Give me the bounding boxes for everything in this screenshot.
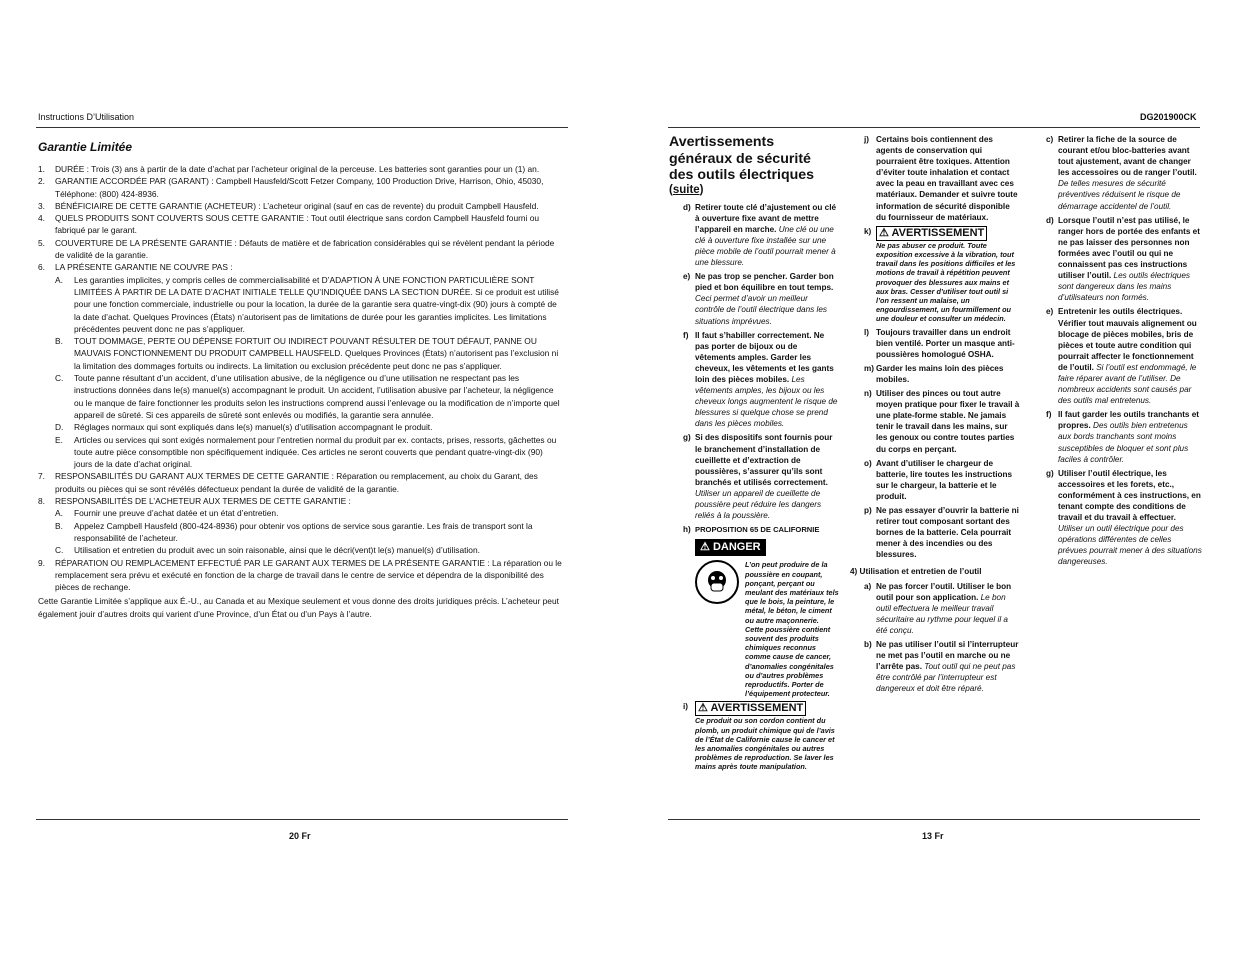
item-instruction: Certains bois contiennent des agents de conservation qui pourraient être toxiques. Attention d’éviter toute inhalation et contact avec la peau en travaillant avec ces matériaux. Demander et suivre toute information de sécurité disponible du fournisseur de matériaux. bbox=[876, 135, 1018, 222]
right-header-rule bbox=[668, 127, 1200, 128]
item-text: RESPONSABILITÉS DU GARANT AUX TERMES DE CETTE GARANTIE : Réparation ou remplacement, au choix du Garant, des produits ou pièces qui se sont révélés défectueux pendant la durée de validité de la garantie. bbox=[55, 471, 538, 494]
item-letter: g) bbox=[1046, 468, 1054, 478]
subitem-letter: B. bbox=[55, 336, 63, 347]
item-letter: f) bbox=[1046, 410, 1052, 420]
item-explanation: Utiliser un appareil de cueillette de poussière peut réduire les dangers reliés à la poussière. bbox=[695, 488, 822, 521]
item-letter: p) bbox=[864, 505, 872, 515]
subitem-letter: C. bbox=[55, 373, 64, 384]
warranty-subitem bbox=[55, 520, 562, 545]
safety-item-f bbox=[683, 330, 839, 430]
safety-item-m bbox=[864, 363, 1020, 385]
item-number: 5. bbox=[38, 237, 45, 248]
section-heading-tool-use: 4) Utilisation et entretien de l’outil bbox=[850, 567, 982, 577]
item-letter: c) bbox=[1046, 135, 1054, 144]
item-text: DURÉE : Trois (3) ans à partir de la date d’achat par l’acheteur original de la perceuse. Les batteries sont garanties pour un (1) an. bbox=[55, 164, 540, 174]
item-explanation: De telles mesures de sécurité préventives réduisent le risque de démarrage accidentel de l’outil. bbox=[1058, 179, 1181, 211]
right-page-number: 13 Fr bbox=[922, 831, 944, 841]
safety-item-f2 bbox=[1046, 409, 1202, 464]
warranty-item bbox=[38, 175, 562, 200]
section-title: Avertissements généraux de sécurité des outils électriques bbox=[669, 134, 815, 183]
right-column-3 bbox=[1032, 134, 1202, 571]
warranty-closing-text: Cette Garantie Limitée s’applique aux É.-U., au Canada et au Mexique seulement et vous donne des droits juridiques précis. L’acheteur peut également jouir d’autres droits qui varient d’une Province, d’un État ou d’un Pays à l’autre. bbox=[38, 596, 559, 619]
item-letter: m) bbox=[864, 363, 875, 373]
warranty-subitem bbox=[55, 507, 562, 519]
item-text: QUELS PRODUITS SONT COUVERTS SOUS CETTE GARANTIE : Tout outil électrique sans cordon Campbell Hausfeld fourni ou fabriqué par le garant. bbox=[55, 213, 540, 236]
item-letter: d) bbox=[683, 202, 691, 212]
item-instruction: Ne pas forcer l’outil. Utiliser le bon outil pour son application. bbox=[876, 581, 1012, 602]
subitem-text: Fournir une preuve d’achat datée et un état d’entretien. bbox=[74, 508, 279, 519]
safety-item-h bbox=[683, 524, 839, 698]
safety-item-c bbox=[1046, 134, 1202, 212]
item-text: GARANTIE ACCORDÉE PAR (GARANT) : Campbell Hausfeld/Scott Fetzer Company, 100 Production Drive, Harrison, Ohio, 45030, Téléphone: (800) 424-8936. bbox=[55, 176, 544, 199]
subitem-letter: A. bbox=[55, 274, 63, 285]
item-instruction: Entretenir les outils électriques. Vérifier tout mauvais alignement ou blocage de pièces mobiles, bris de pièces et toute autre condition qui pourrait affecter le fonctionnement de l’outil. bbox=[1058, 307, 1197, 372]
left-running-header: Instructions D’Utilisation bbox=[38, 112, 135, 122]
safety-item-l bbox=[864, 327, 1020, 360]
warranty-subitem bbox=[55, 335, 562, 372]
safety-item-o bbox=[864, 458, 1020, 502]
lead-warning-text: Ce produit ou son cordon contient du plomb, un produit chimique qui de l’avis de l’État de Californie cause le cancer et les anomalies congénitales ou autres problèmes de reproduction. Se laver les mains après toute manipulation. bbox=[695, 716, 835, 772]
item-instruction: Avant d’utiliser le chargeur de batterie, lire toutes les instructions sur le chargeur, la batterie et le produit. bbox=[876, 458, 1013, 501]
safety-item-b bbox=[864, 639, 1020, 694]
item-explanation: Les vêtements amples, les bijoux ou les cheveux longs augmentent le risque de blessures si quelque chose se prend dans les pièces mobiles. bbox=[695, 375, 838, 429]
warning-badge bbox=[876, 226, 987, 241]
subitem-letter: D. bbox=[55, 422, 64, 433]
warranty-subitem bbox=[55, 421, 562, 433]
item-letter: f) bbox=[683, 330, 689, 340]
warranty-item bbox=[38, 495, 562, 556]
item-instruction: Ne pas essayer d’ouvrir la batterie ni retirer tout composant sortant des bornes de la batterie. Cela pourrait mener à des incendies ou des blessures. bbox=[876, 505, 1019, 560]
item-number: 2. bbox=[38, 176, 45, 187]
safety-item-p bbox=[864, 505, 1020, 560]
warning-triangle-icon: ⚠ bbox=[698, 702, 708, 715]
badge-label: DANGER bbox=[712, 541, 761, 554]
item-instruction: Garder les mains loin des pièces mobiles. bbox=[876, 363, 1004, 384]
safety-item-d bbox=[683, 202, 839, 269]
safety-item-k bbox=[864, 226, 1020, 324]
warranty-item bbox=[38, 557, 562, 594]
item-explanation: Une clé ou une clé à ouverture fixe installée sur une pièce mobile de l’outil pourrait mener à une blessure. bbox=[695, 224, 836, 268]
safety-item-a bbox=[864, 581, 1020, 636]
item-text: BÉNÉFICIAIRE DE CETTE GARANTIE (ACHETEUR) : L’acheteur original (sauf en cas de revente) du produit Campbell Hausfeld. bbox=[55, 200, 539, 211]
subitem-letter: B. bbox=[55, 520, 63, 531]
safety-item-i bbox=[683, 701, 839, 771]
subitem-text: Articles ou services qui sont exigés normalement pour l’entretien normal du produit par ex. contacts, prises, ressorts, gâchettes ou toute autre pièce consomptible non spécifiquement indiquée. Ces articles ne seront couverts que pendant quatre-vingt-dix (90) jours de la date d’achat original. bbox=[74, 434, 557, 470]
item-instruction: Retirer toute clé d’ajustement ou clé à ouverture fixe avant de mettre l’appareil en marche. bbox=[695, 202, 837, 234]
left-header-rule bbox=[36, 127, 568, 128]
warranty-subitem bbox=[55, 274, 562, 335]
safety-item-n bbox=[864, 388, 1020, 455]
item-instruction: Si des dispositifs sont fournis pour le branchement d’installation de cueillette et d’extraction de poussières, s’assurer qu’ils sont branchés et utilisés correctement. bbox=[695, 433, 833, 487]
safety-item-g bbox=[683, 432, 839, 521]
safety-item-g2 bbox=[1046, 468, 1202, 568]
item-number: 4. bbox=[38, 213, 45, 224]
item-instruction: Retirer la fiche de la source de courant et/ou bloc-batteries avant tout ajustement, avant de changer les accessoires ou de ranger l’outil. bbox=[1058, 135, 1197, 178]
badge-label: AVERTISSEMENT bbox=[891, 226, 985, 239]
item-letter: k) bbox=[864, 226, 872, 236]
subitem-letter: E. bbox=[55, 434, 63, 445]
warranty-subitem bbox=[55, 372, 562, 421]
item-instruction: Ne pas trop se pencher. Garder bon pied et bon équilibre en tout temps. bbox=[695, 272, 834, 293]
item-explanation: Utiliser un outil électrique pour des opérations différentes de celles prévues pourrait mener à des situations dangereuses. bbox=[1058, 524, 1202, 567]
item-text: RÉPARATION OU REMPLACEMENT EFFECTUÉ PAR LE GARANT AUX TERMES DE LA PRÉSENTE GARANTIE : La réparation ou le remplacement sera prévu et exécuté en fonction de la charge de travail dans le centre de service et dépendra de la disponibilité des pièces de rechange. bbox=[55, 557, 562, 593]
item-instruction: Il faut garder les outils tranchants et propres. bbox=[1058, 410, 1200, 431]
safety-item-j bbox=[864, 134, 1020, 223]
item-number: 8. bbox=[38, 496, 45, 507]
item-letter: g) bbox=[683, 433, 691, 443]
item-instruction: Il faut s’habiller correctement. Ne pas porter de bijoux ou de vêtements amples. Garder les cheveux, les vêtements et les gants loin des pièces mobiles. bbox=[695, 330, 834, 384]
right-running-header: DG201900CK bbox=[1140, 112, 1197, 122]
warranty-item bbox=[38, 261, 562, 470]
item-number: 9. bbox=[38, 557, 45, 568]
subitem-text: Toute panne résultant d’un accident, d’une utilisation abusive, de la négligence ou d’une utilisation ne respectant pas les instructions données dans le(s) manuel(s) accompagnant le produit. Un accident, l’utilisation abusive par l’acheteur, la négligence ou le manque de faire fonctionner les produits selon les instructions comprend aussi l’enlevage ou la modification de n’importe quel appareil de sûreté. Si ces appareils de sûreté sont enlevés ou modifiés, la garantie sera annulée. bbox=[74, 373, 560, 420]
warning-triangle-icon: ⚠ bbox=[879, 226, 889, 239]
dust-mask-icon bbox=[695, 560, 739, 604]
item-instruction: Utiliser l’outil électrique, les accessoires et les forets, etc., conformément à ces instructions, en tenant compte des conditions de travail et du travail à effectuer. bbox=[1058, 468, 1201, 523]
item-text: COUVERTURE DE LA PRÉSENTE GARANTIE : Défauts de matière et de fabrication considérables qui se révèlent pendant la période de validité de la garantie. bbox=[55, 237, 555, 261]
item-explanation: Tout outil qui ne peut pas être contrôlé par l’interrupteur est dangereux et doit être réparé. bbox=[876, 662, 1016, 694]
subitem-text: TOUT DOMMAGE, PERTE OU DÉPENSE FORTUIT OU INDIRECT POUVANT RÉSULTER DE TOUT DÉFAUT, PANNE OU MAUVAIS FONCTIONNEMENT DU PRODUIT CAMPBELL HAUSFELD. Quelques Provinces (États) n’autorisent pas l’exclusion ni la limitation des dommages fortuits ou indirects. La limitation ou exclusion précédente peut donc ne pas s’appliquer. bbox=[74, 336, 559, 371]
subitem-letter: C. bbox=[55, 545, 64, 556]
section-subtitle: (suite) bbox=[669, 183, 704, 196]
item-letter: o) bbox=[864, 458, 872, 468]
right-column-2 bbox=[850, 134, 1020, 697]
item-text: LA PRÉSENTE GARANTIE NE COUVRE PAS : bbox=[55, 262, 233, 273]
item-letter: n) bbox=[864, 389, 872, 399]
warning-badge bbox=[695, 701, 806, 716]
right-column-1 bbox=[669, 134, 839, 775]
vibration-warning-text: Ne pas abuser ce produit. Toute exposition excessive à la vibration, tout travail dans les positions difficiles et les motions de travail à répétition peuvent provoquer des blessures aux mains et aux bras. Cesser d’utiliser tout outil si l’on ressent un malaise, un engourdissement, un fourmillement ou une douleur et consulter un médecin. bbox=[876, 240, 1016, 324]
subitem-text: Utilisation et entretien du produit avec un soin raisonable, ainsi que le décri(vent)t le(s) manuel(s) d’utilisation. bbox=[74, 545, 480, 556]
warranty-subitem bbox=[55, 544, 562, 556]
subitem-text: Réglages normaux qui sont expliqués dans le(s) manuel(s) d’utilisation accompagnant le produit. bbox=[74, 422, 433, 433]
subitem-text: Les garanties implicites, y compris celles de commercialisabilité et D’ADAPTION À UNE FONCTION PARTICULIÈRE SONT LIMITÉES À PARTIR DE LA DATE D’ACHAT INITIALE TELLE QU’INDIQUÉE DANS LA SECTION DURÉE. Si ce produit est utilisé pour une fonction commerciale, industrielle ou pour la location, la durée de la garantie sera quatre-vingt-dix (90) jours à compté de la date d’achat. Quelques Provinces (États) n’autorisent pas de limitations de durée pour les garanties implicites. Les limitations précédentes peuvent donc ne pas s’appliquer. bbox=[74, 274, 559, 334]
item-number: 6. bbox=[38, 262, 45, 273]
item-letter: e) bbox=[1046, 307, 1054, 317]
prop65-heading: PROPOSITION 65 DE CALIFORNIE bbox=[695, 525, 820, 535]
subitem-letter: A. bbox=[55, 508, 63, 519]
warranty-subitem bbox=[55, 434, 562, 471]
item-explanation: Les outils électriques sont dangereux dans les mains d’utilisateurs non formés. bbox=[1058, 271, 1190, 303]
prop65-warning-text: L’on peut produire de la poussière en coupant, ponçant, perçant ou meulant des matériaux tels que le bois, la peinture, le métal, le béton, le ciment ou autre maçonnerie. Cette poussière contient souvent des produits chimiques reconnus comme cause de cancer, d’anomalies congénitales ou d’autres problèmes reproductifs. Porter de l’équipement protecteur. bbox=[745, 560, 839, 699]
warranty-item bbox=[38, 200, 562, 212]
item-letter: a) bbox=[864, 581, 872, 591]
warranty-list bbox=[38, 163, 562, 620]
danger-badge bbox=[695, 539, 766, 556]
warranty-item bbox=[38, 237, 562, 262]
item-explanation: Si l’outil est endommagé, le faire réparer avant de l’utiliser. De nombreux accidents sont causés par des outils mal entretenus. bbox=[1058, 362, 1197, 406]
item-letter: h) bbox=[683, 525, 691, 535]
item-number: 3. bbox=[38, 200, 45, 211]
item-letter: e) bbox=[683, 272, 691, 282]
item-letter: b) bbox=[864, 640, 872, 650]
safety-item-d2 bbox=[1046, 215, 1202, 304]
warranty-title: Garantie Limitée bbox=[38, 140, 133, 154]
item-instruction: Ne pas utiliser l’outil si l’interrupteur ne met pas l’outil en marche ou ne l’arrête pas. bbox=[876, 640, 1019, 672]
warranty-item bbox=[38, 212, 562, 237]
item-number: 7. bbox=[38, 471, 45, 482]
badge-label: AVERTISSEMENT bbox=[710, 702, 804, 715]
item-explanation: Ceci permet d’avoir un meilleur contrôle de l’outil électrique dans les situations imprévues. bbox=[695, 294, 827, 326]
item-explanation: Des outils bien entretenus aux bords tranchants sont moins susceptibles de bloquer et sont plus faciles à contrôler. bbox=[1058, 421, 1189, 464]
item-instruction: Toujours travailler dans un endroit bien ventilé. Porter un masque anti-poussières homologué OSHA. bbox=[876, 327, 1015, 359]
warranty-item bbox=[38, 163, 562, 175]
safety-item-e bbox=[683, 271, 839, 326]
left-footer-rule bbox=[36, 819, 568, 820]
warranty-item bbox=[38, 470, 562, 495]
safety-item-e2 bbox=[1046, 306, 1202, 406]
warning-triangle-icon: ⚠ bbox=[700, 541, 710, 554]
item-letter: d) bbox=[1046, 215, 1054, 225]
left-page-number: 20 Fr bbox=[289, 831, 311, 841]
subitem-text: Appelez Campbell Hausfeld (800-424-8936) pour obtenir vos options de service sous garantie. Les frais de transport sont la responsabilité de l’acheteur. bbox=[74, 520, 533, 543]
item-instruction: Lorsque l’outil n’est pas utilisé, le ranger hors de portée des enfants et ne pas laisser des personnes non formées avec l’outil ou qui ne connaissent pas ces instructions utiliser l’outil. bbox=[1058, 215, 1200, 281]
item-letter: j) bbox=[864, 135, 870, 144]
item-explanation: Le bon outil effectuera le meilleur travail sécuritaire au rythme pour lequel il a été conçu. bbox=[876, 592, 1008, 635]
item-text: RESPONSABILITÉS DE L’ACHETEUR AUX TERMES DE CETTE GARANTIE : bbox=[55, 496, 351, 507]
item-instruction: Utiliser des pinces ou tout autre moyen pratique pour fixer le travail à une plate-forme stable. Ne jamais tenir le travail dans les mains, sur les genoux ou contre toutes parties du corps en perçant. bbox=[876, 389, 1020, 454]
item-letter: l) bbox=[864, 327, 870, 337]
right-footer-rule bbox=[668, 819, 1200, 820]
item-letter: i) bbox=[683, 702, 689, 712]
item-number: 1. bbox=[38, 164, 45, 174]
